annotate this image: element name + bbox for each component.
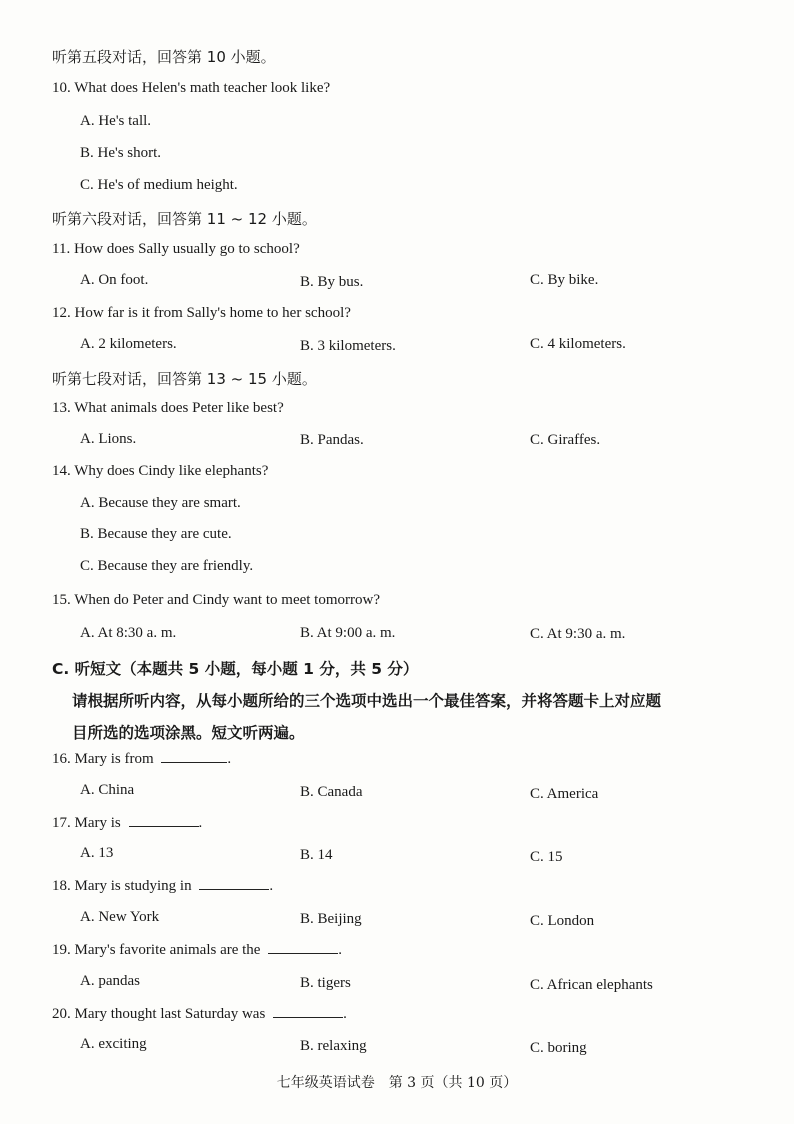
section-c-instruction: 请根据所听内容，从每小题所给的三个选项中选出一个最佳答案，并将答题卡上对应题 <box>72 692 662 710</box>
q18-option-c: C. London <box>530 913 595 929</box>
q12-option-b: B. 3 kilometers. <box>300 338 396 354</box>
q16-option-c: C. America <box>530 786 599 802</box>
question-period: . <box>227 751 232 767</box>
q15-option-a: A. At 8:30 a. m. <box>80 625 177 641</box>
question-20 <box>52 1005 347 1023</box>
question-18 <box>52 877 273 895</box>
question-15: 15. When do Peter and Cindy want to meet tomorrow? <box>52 592 380 608</box>
q15-option-b: B. At 9:00 a. m. <box>300 625 396 641</box>
q14-option-a: A. Because they are smart. <box>80 495 241 511</box>
answer-blank <box>161 750 227 763</box>
q13-option-c: C. Giraffes. <box>530 432 601 448</box>
question-period: . <box>198 815 203 831</box>
question-stem: 18. Mary is studying in <box>52 878 192 894</box>
answer-blank <box>273 1005 343 1018</box>
question-period: . <box>338 942 342 958</box>
q13-option-b: B. Pandas. <box>300 432 364 448</box>
question-period: . <box>269 878 274 894</box>
q11-option-c: C. By bike. <box>530 272 599 288</box>
question-stem: 17. Mary is <box>52 815 121 831</box>
q17-option-c: C. 15 <box>530 849 563 865</box>
question-17 <box>52 814 202 832</box>
q17-option-b: B. 14 <box>300 847 333 863</box>
q14-option-c: C. Because they are friendly. <box>80 558 254 574</box>
q10-option-b: B. He's short. <box>80 145 162 161</box>
q16-option-a: A. China <box>80 782 135 798</box>
section-heading: 听第六段对话，回答第 11 ~ 12 小题。 <box>52 210 317 228</box>
q17-option-a: A. 13 <box>80 845 114 861</box>
section-heading: 听第五段对话，回答第 10 小题。 <box>52 48 276 66</box>
q11-option-a: A. On foot. <box>80 272 149 288</box>
answer-blank <box>268 941 338 954</box>
section-c-title: C. 听短文（本题共 5 小题，每小题 1 分，共 5 分） <box>52 660 419 678</box>
question-stem: 19. Mary's favorite animals are the <box>52 942 261 958</box>
question-stem: 20. Mary thought last Saturday was <box>52 1006 266 1022</box>
q18-option-b: B. Beijing <box>300 911 362 927</box>
q10-option-a: A. He's tall. <box>80 113 152 129</box>
q19-option-a: A. pandas <box>80 973 140 989</box>
q20-option-a: A. exciting <box>80 1036 147 1052</box>
q16-option-b: B. Canada <box>300 784 363 800</box>
q19-option-b: B. tigers <box>300 975 351 991</box>
question-stem: 16. Mary is from <box>52 751 154 767</box>
section-c-instruction: 目所选的选项涂黑。短文听两遍。 <box>72 724 305 742</box>
question-11: 11. How does Sally usually go to school? <box>52 241 300 257</box>
question-10: 10. What does Helen's math teacher look like? <box>52 80 331 96</box>
q13-option-a: A. Lions. <box>80 431 137 447</box>
question-period: . <box>343 1006 347 1022</box>
question-19 <box>52 941 342 959</box>
question-13: 13. What animals does Peter like best? <box>52 400 284 416</box>
question-14: 14. Why does Cindy like elephants? <box>52 463 269 479</box>
section-heading: 听第七段对话，回答第 13 ~ 15 小题。 <box>52 370 317 388</box>
q15-option-c: C. At 9:30 a. m. <box>530 626 626 642</box>
q19-option-c: C. African elephants <box>530 977 653 993</box>
question-12: 12. How far is it from Sally's home to her school? <box>52 305 351 321</box>
page-footer: 七年级英语试卷 第 3 页（共 10 页） <box>276 1075 518 1091</box>
q12-option-a: A. 2 kilometers. <box>80 336 177 352</box>
q14-option-b: B. Because they are cute. <box>80 526 232 542</box>
q12-option-c: C. 4 kilometers. <box>530 336 626 352</box>
question-16 <box>52 750 231 768</box>
q18-option-a: A. New York <box>80 909 160 925</box>
q10-option-c: C. He's of medium height. <box>80 177 238 193</box>
q11-option-b: B. By bus. <box>300 274 364 290</box>
answer-blank <box>199 877 269 890</box>
q20-option-b: B. relaxing <box>300 1038 367 1054</box>
answer-blank <box>129 814 199 827</box>
q20-option-c: C. boring <box>530 1040 587 1056</box>
